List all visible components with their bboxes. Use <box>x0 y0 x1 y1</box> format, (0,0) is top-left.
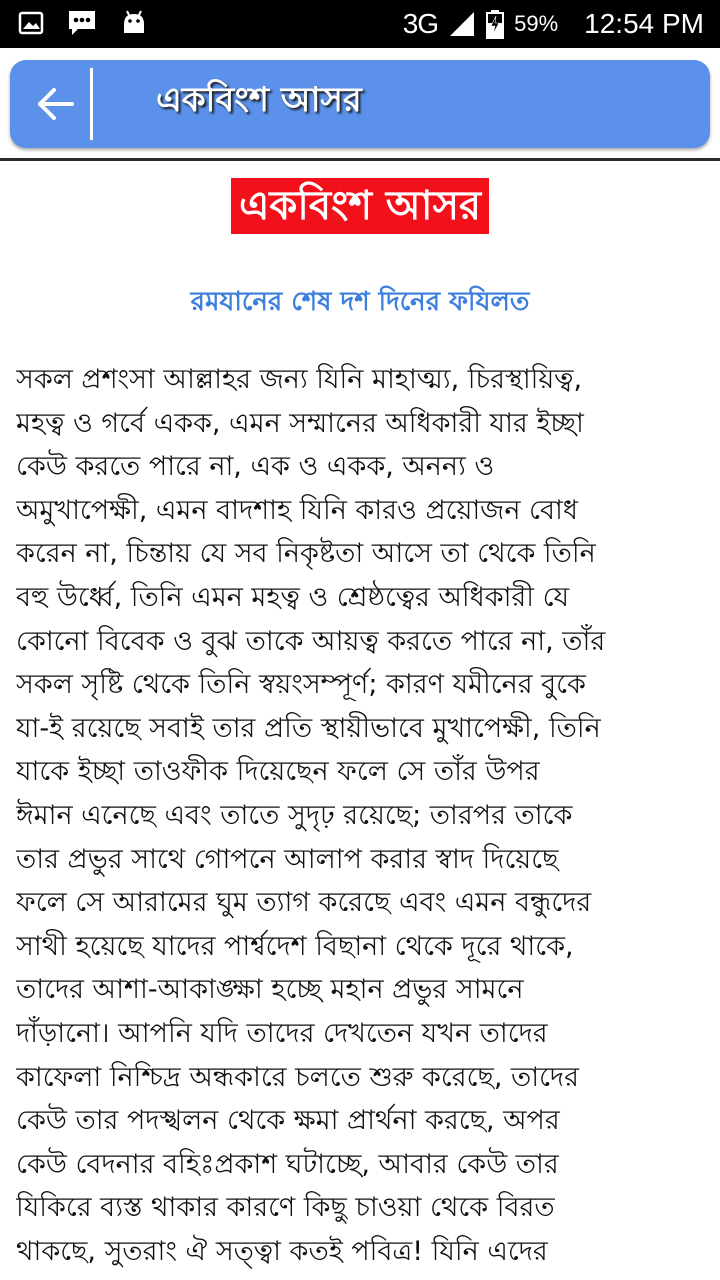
body-line: বহু উর্ধ্বে, তিনি এমন মহত্ব ও শ্রেষ্ঠত্বের অধিকারী যে <box>16 581 570 613</box>
article-body <box>16 358 706 1273</box>
body-line: ফলে সে আরামের ঘুম ত্যাগ করেছে এবং এমন বন্ধুদের <box>16 887 592 919</box>
body-line: তার প্রভুর সাথে গোপনে আলাপ করার স্বাদ দিয়েছে <box>16 843 559 875</box>
body-line: মহত্ব ও গর্বে একক, এমন সম্মানের অধিকারী যার ইচ্ছা <box>16 407 584 439</box>
app-bar <box>10 60 710 148</box>
body-line: সকল সৃষ্টি থেকে তিনি স্বয়ংসম্পূর্ণ; কারণ যমীনের বুকে <box>16 669 586 701</box>
page-title: একবিংশ আসর <box>156 80 362 120</box>
body-line: কেউ করতে পারে না, এক ও একক, অনন্য ও <box>16 451 495 483</box>
android-notification-icon <box>120 9 148 37</box>
body-line: অমুখাপেক্ষী, এমন বাদশাহ যিনি কারও প্রয়োজন বোধ <box>16 494 578 526</box>
chapter-heading-container <box>0 178 720 234</box>
chapter-subtitle: রমযানের শেষ দশ দিনের ফযিলত <box>190 287 530 317</box>
image-notification-icon <box>18 10 44 36</box>
messenger-notification-icon <box>66 8 98 38</box>
body-line: তাদের আশা-আকাঙ্ক্ষা হচ্ছে মহান প্রভুর সামনে <box>16 974 524 1006</box>
chapter-heading: একবিংশ আসর <box>231 178 489 234</box>
arrow-left-icon <box>34 82 78 126</box>
body-line: ঈমান এনেছে এবং তাতে সুদৃঢ় রয়েছে; তারপর তাকে <box>16 799 573 831</box>
signal-icon <box>448 10 476 38</box>
body-line: কেউ তার পদস্খলন থেকে ক্ষমা প্রার্থনা করছে, অপর <box>16 1105 560 1137</box>
body-line: করেন না, চিন্তায় যে সব নিকৃষ্টতা আসে তা থেকে তিনি <box>16 538 596 570</box>
body-line: যিকিরে ব্যস্ত থাকার কারণে কিছু চাওয়া থেকে বিরত <box>16 1192 555 1224</box>
battery-percentage: 59% <box>514 11 559 36</box>
body-line: দাঁড়ানো। আপনি যদি তাদের দেখতেন যখন তাদের <box>16 1017 548 1049</box>
body-line: সকল প্রশংসা আল্লাহর জন্য যিনি মাহাত্ম্য, চিরস্থায়িত্ব, <box>16 364 583 395</box>
system-indicators <box>403 0 704 48</box>
body-line: সাথী হয়েছে যাদের পার্শ্বদেশ বিছানা থেকে দূরে থাকে, <box>16 930 574 962</box>
header-divider <box>0 158 720 161</box>
status-bar <box>0 0 720 48</box>
body-line: কোনো বিবেক ও বুঝ তাকে আয়ত্ব করতে পারে না, তাঁর <box>16 625 606 657</box>
back-button[interactable] <box>34 82 78 126</box>
body-line: থাকছে, সুতরাং ঐ সত্ত্বা কতই পবিত্র! যিনি এদের <box>16 1235 548 1267</box>
notification-icons <box>18 8 148 38</box>
network-type: 3G <box>402 8 439 39</box>
body-line: কাফেলা নিশ্চিদ্র অন্ধকারে চলতে শুরু করেছে, তাদের <box>16 1061 579 1093</box>
body-line: যা-ই রয়েছে সবাই তার প্রতি স্থায়ীভাবে মুখাপেক্ষী, তিনি <box>16 712 601 744</box>
app-bar-divider <box>90 68 93 140</box>
clock: 12:54 PM <box>584 8 704 39</box>
battery-charging-icon <box>486 9 504 39</box>
body-line: কেউ বেদনার বহিঃপ্রকাশ ঘটাচ্ছে, আবার কেউ তার <box>16 1148 559 1180</box>
body-line: যাকে ইচ্ছা তাওফীক দিয়েছেন ফলে সে তাঁর উপর <box>16 756 540 788</box>
